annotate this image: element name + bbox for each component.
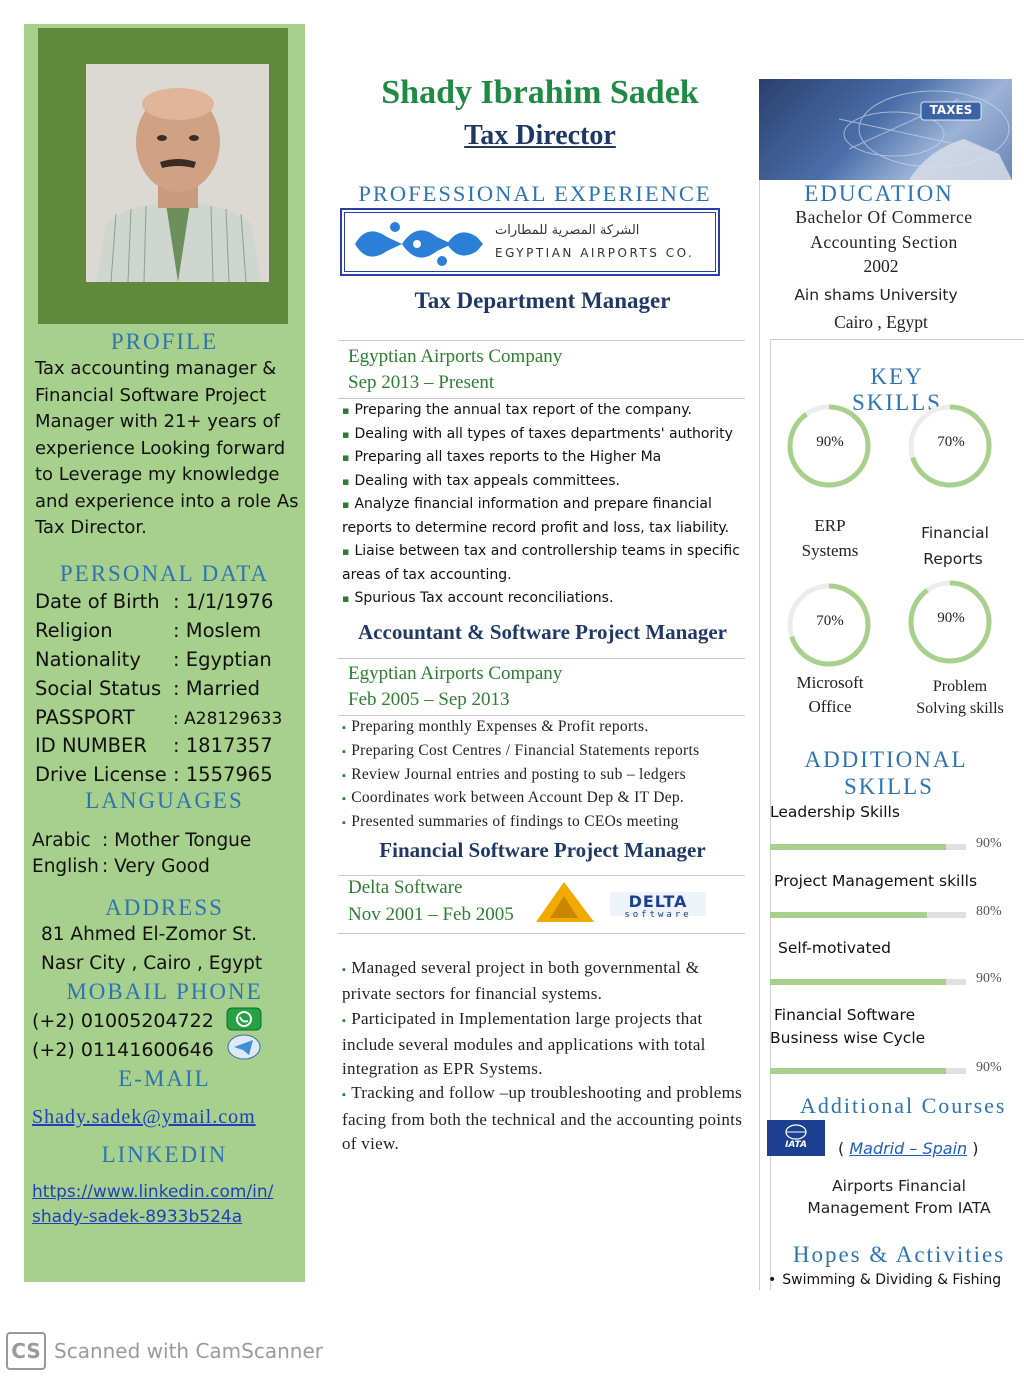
personal-row-religion [35,619,300,642]
linkedin-link-line-1[interactable]: https://www.linkedin.com/in/ [32,1182,274,1202]
language-value: : Mother Tongue [102,830,252,851]
skill-bar-percent: 90% [976,971,1002,986]
logo-english-text: EGYPTIAN AIRPORTS CO. [495,246,695,260]
personal-key: Date of Birth [35,590,160,613]
additional-courses-heading: Additional Courses [800,1093,1007,1118]
address-line-2: Nasr City , Cairo , Egypt [41,953,263,974]
additional-skill-2-label: Project Management skills [774,872,978,890]
list-item: ▪ Liaise between tax and controllership teams in specific areas of tax accounting. [342,540,747,587]
job-title-2: Accountant & Software Project Manager [358,620,727,644]
divider [338,933,745,934]
company-name-1: Egyptian Airports Company [348,346,563,367]
languages-heading: LANGUAGES [85,788,244,813]
personal-value: : A28129633 [173,709,283,729]
course-title-line-2: Management From IATA [807,1199,991,1217]
skill-2-label-line-2: Reports [923,550,983,568]
divider [338,340,745,341]
mobile-phone-heading: MOBAIL PHONE [66,979,263,1004]
personal-key: Social Status [35,677,162,700]
skill-bar-fill [770,1068,946,1074]
profile-summary: Tax accounting manager & Financial Software Project Manager with 21+ years of experience Looking forward to Leverage my knowledge and experience into a role As Tax Director. [35,358,299,538]
personal-row-drive-license [35,763,300,786]
taxes-label: TAXES [929,103,973,117]
taxes-banner-image [759,79,1012,180]
phone-row-2 [32,1039,214,1061]
skill-4-label-line-1: Problem [932,678,988,695]
hopes-item [768,1272,1001,1288]
photo-frame [38,28,288,324]
logo-arabic-text: الشركة المصرية للمطارات [495,223,640,238]
email-link[interactable]: Shady.sadek@ymail.com [32,1106,256,1128]
camscanner-logo-icon: CS [6,1332,46,1370]
company-name-2: Egyptian Airports Company [348,663,563,684]
company-name-3: Delta Software [348,877,463,898]
additional-skill-3-label: Self-motivated [778,939,891,957]
personal-key: Nationality [35,648,141,671]
education-degree: Bachelor Of Commerce [795,207,973,227]
list-item: ▪ Preparing all taxes reports to the Higher Ma [342,446,747,470]
language-value: : Very Good [102,856,210,877]
linkedin-link-line-2[interactable]: shady-sadek-8933b524a [32,1207,243,1227]
additional-skills-heading-2: SKILLS [844,774,934,799]
column-divider [759,180,760,1290]
additional-skill-4-label-line-2: Business wise Cycle [770,1029,926,1047]
skill-bar-fill [770,979,946,985]
skill-bar-percent: 90% [976,1060,1002,1075]
skill-3-label-line-1: Microsoft [796,673,864,692]
phone-number[interactable]: (+2) 01141600646 [32,1039,214,1061]
job-period-1: Sep 2013 – Present [348,372,495,393]
list-item: ▪ Preparing Cost Centres / Financial Statements reports [342,740,747,764]
job-period-2: Feb 2005 – Sep 2013 [348,689,510,710]
personal-value: : Egyptian [173,648,272,671]
education-heading: EDUCATION [804,181,954,206]
list-item: ▪ Spurious Tax account reconciliations. [342,587,747,611]
education-location: Cairo , Egypt [834,312,928,332]
hopes-activities-heading: Hopes & Activities [792,1242,1006,1267]
skill-bar-percent: 80% [976,904,1002,919]
list-item: ▪ Managed several project in both governmental & private sectors for financial systems. [342,956,747,1007]
skill-3-percent: 70% [816,613,844,629]
list-item: ▪ Analyze financial information and prepare financial reports to determine record profit and loss, tax liability. [342,493,747,540]
job-period-3: Nov 2001 – Feb 2005 [348,904,514,925]
language-key: English [32,856,99,877]
skill-2-label-line-1: Financial [921,524,989,542]
job-title-3: Financial Software Project Manager [379,838,706,862]
list-item: ▪ Presented summaries of findings to CEOs meeting [342,811,747,835]
skill-bar-percent: 90% [976,836,1002,851]
personal-row-id-number [35,734,300,757]
divider [770,339,1024,340]
egyptian-airports-emblem-icon [347,215,487,273]
personal-row-dob [35,590,300,613]
bullet-dot-icon: • [768,1272,777,1288]
linkedin-heading: LINKEDIN [101,1142,228,1167]
iata-logo [767,1120,825,1156]
skill-2-percent: 70% [937,434,965,450]
telegram-icon[interactable] [226,1034,262,1065]
skill-1-label-line-2: Systems [801,541,859,560]
candidate-role: Tax Director [464,120,616,151]
list-item: ▪ Dealing with all types of taxes departments' authority [342,423,747,447]
delta-logo-word: DELTA [628,892,688,911]
phone-row-1 [32,1010,214,1032]
personal-row-nationality [35,648,300,671]
email-heading: E-MAIL [118,1066,211,1091]
education-section: Accounting Section [810,232,958,252]
iata-globe-icon [767,1120,825,1156]
additional-skills-heading-1: ADDITIONAL [804,747,968,772]
skill-4-label-line-2: Solving skills [916,700,1004,717]
personal-key: PASSPORT [35,706,135,729]
skill-1-percent: 90% [816,434,844,450]
additional-skill-1-label: Leadership Skills [770,803,900,821]
job-title-1: Tax Department Manager [414,288,671,313]
skill-1-label-line-1: ERP [814,516,846,535]
job-bullets-1 [342,399,747,611]
whatsapp-icon[interactable] [226,1007,262,1036]
skill-4-percent: 90% [937,610,965,626]
personal-value: : 1/1/1976 [173,590,274,613]
scanner-watermark [6,1331,323,1371]
language-row-arabic [32,830,251,851]
phone-number[interactable]: (+2) 01005204722 [32,1010,214,1032]
person-portrait-icon [86,64,269,282]
profile-photo [86,64,269,282]
personal-value: : 1817357 [173,734,273,757]
list-item: ▪ Participated in Implementation large projects that include several modules and applications with total integration as EPR Systems. [342,1007,747,1082]
course-title-line-1: Airports Financial [832,1177,966,1195]
job-bullets-3 [342,956,747,1156]
list-item: ▪ Review Journal entries and posting to sub – ledgers [342,764,747,788]
list-item: ▪ Dealing with tax appeals committees. [342,470,747,494]
skill-3-label-line-2: Office [808,697,852,716]
key-skills-heading-1: KEY [870,364,924,389]
personal-row-social-status [35,677,300,700]
personal-key: Religion [35,619,113,642]
profile-heading: PROFILE [110,329,219,354]
additional-skill-4-label-line-1: Financial Software [774,1006,916,1024]
list-item: ▪ Preparing the annual tax report of the company. [342,399,747,423]
personal-value: : Moslem [173,619,262,642]
skill-bar-fill [770,844,946,850]
personal-data-heading: PERSONAL DATA [59,561,270,586]
list-item: ▪ Coordinates work between Account Dep & IT Dep. [342,787,747,811]
delta-software-logo [532,880,710,926]
iata-label: IATA [785,1140,807,1150]
personal-key: Drive License [35,763,167,786]
skill-bar-fill [770,912,927,918]
personal-row-passport [35,706,300,729]
address-line-1: 81 Ahmed El-Zomor St. [41,924,258,945]
key-skills-heading-2: SKILLS [852,390,942,415]
language-row-english [32,856,210,877]
experience-heading: PROFESSIONAL EXPERIENCE [358,181,712,206]
camscanner-text: Scanned with CamScanner [54,1339,323,1363]
personal-value: : 1557965 [173,763,273,786]
personal-value: : Married [173,677,261,700]
list-item: ▪ Tracking and follow –up troubleshooting and problems facing from both the technical and the accounting points of view. [342,1081,747,1156]
left-sidebar [24,24,305,1282]
education-year: 2002 [863,256,899,276]
divider [338,658,745,659]
list-item: ▪ Preparing monthly Expenses & Profit reports. [342,716,747,740]
egyptian-airports-logo [340,208,720,276]
delta-logo-sub: software [624,910,692,920]
language-key: Arabic [32,830,91,851]
personal-key: ID NUMBER [35,734,147,757]
candidate-name: Shady Ibrahim Sadek [381,74,699,111]
job-bullets-2 [342,716,747,835]
address-heading: ADDRESS [105,895,224,920]
hopes-item-text: Swimming & Dividing & Fishing [782,1272,1002,1288]
course-location: ( Madrid – Spain ) [838,1139,979,1158]
course-location-link[interactable]: Madrid – Spain [849,1139,968,1158]
education-university: Ain shams University [794,286,958,304]
taxes-concept-icon [759,79,1012,180]
